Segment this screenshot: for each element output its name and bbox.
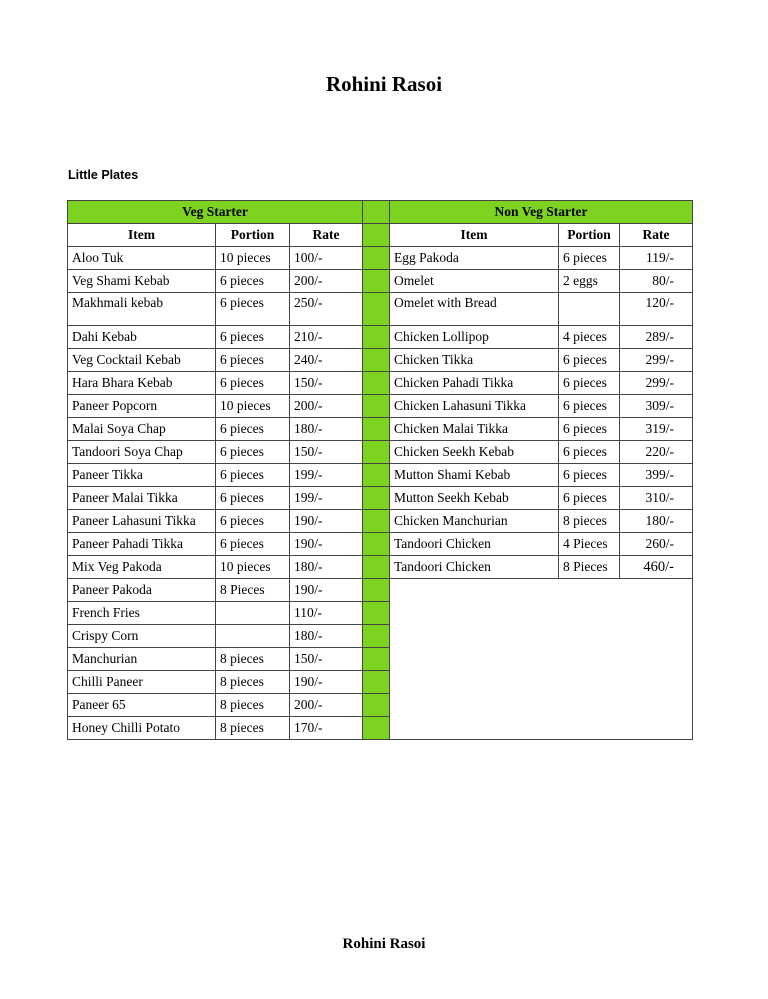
table-row <box>68 579 693 602</box>
nonveg-col-item: Item <box>390 224 559 247</box>
page-title: Rohini Rasoi <box>325 72 443 96</box>
divider-cell <box>363 625 390 648</box>
table-row <box>68 510 693 533</box>
veg-item-portion: 6 pieces <box>216 418 290 441</box>
nonveg-item-rate: 309/- <box>620 395 693 418</box>
divider-cell <box>363 464 390 487</box>
veg-item-portion <box>216 625 290 648</box>
divider-cell <box>363 270 390 293</box>
nonveg-item-portion: 6 pieces <box>559 247 620 270</box>
nonveg-item-rate: 399/- <box>620 464 693 487</box>
table-row <box>68 395 693 418</box>
nonveg-item-rate: 80/- <box>620 270 693 293</box>
table-row <box>68 487 693 510</box>
nonveg-item-rate: 220/- <box>620 441 693 464</box>
nonveg-item-portion: 8 pieces <box>559 510 620 533</box>
divider-cell <box>363 441 390 464</box>
divider-cell <box>363 418 390 441</box>
veg-item-name: Veg Cocktail Kebab <box>68 349 216 372</box>
nonveg-item-rate: 310/- <box>620 487 693 510</box>
veg-item-name: Paneer Popcorn <box>68 395 216 418</box>
divider-cell <box>363 694 390 717</box>
nonveg-item-portion: 8 Pieces <box>559 556 620 579</box>
veg-item-rate: 190/- <box>290 533 363 556</box>
nonveg-col-rate: Rate <box>620 224 693 247</box>
nonveg-item-name: Mutton Seekh Kebab <box>390 487 559 510</box>
veg-item-name: Hara Bhara Kebab <box>68 372 216 395</box>
divider-cell <box>363 247 390 270</box>
nonveg-item-name: Chicken Lahasuni Tikka <box>390 395 559 418</box>
veg-item-rate: 200/- <box>290 395 363 418</box>
table-row <box>68 349 693 372</box>
nonveg-item-portion: 6 pieces <box>559 395 620 418</box>
veg-item-rate: 200/- <box>290 270 363 293</box>
veg-item-portion: 6 pieces <box>216 533 290 556</box>
nonveg-item-name: Chicken Tikka <box>390 349 559 372</box>
divider-cell <box>363 717 390 740</box>
veg-item-name: Manchurian <box>68 648 216 671</box>
veg-item-name: Makhmali kebab <box>68 293 216 326</box>
divider-cell <box>363 671 390 694</box>
nonveg-item-rate: 299/- <box>620 372 693 395</box>
veg-item-portion: 8 pieces <box>216 648 290 671</box>
nonveg-item-portion: 4 pieces <box>559 326 620 349</box>
nonveg-item-rate: 180/- <box>620 510 693 533</box>
veg-item-portion: 6 pieces <box>216 372 290 395</box>
veg-item-rate: 190/- <box>290 671 363 694</box>
veg-item-portion: 6 pieces <box>216 464 290 487</box>
table-row <box>68 464 693 487</box>
veg-item-portion: 6 pieces <box>216 349 290 372</box>
table-row <box>68 418 693 441</box>
veg-item-portion: 6 pieces <box>216 293 290 326</box>
veg-col-portion: Portion <box>216 224 290 247</box>
veg-col-item: Item <box>68 224 216 247</box>
nonveg-item-name: Chicken Manchurian <box>390 510 559 533</box>
veg-item-portion: 6 pieces <box>216 270 290 293</box>
nonveg-item-name: Egg Pakoda <box>390 247 559 270</box>
table-row <box>68 293 693 326</box>
divider-cell <box>363 556 390 579</box>
nonveg-item-portion: 6 pieces <box>559 464 620 487</box>
page-footer: Rohini Rasoi <box>342 936 426 952</box>
veg-item-name: Honey Chilli Potato <box>68 717 216 740</box>
empty-area <box>390 579 693 740</box>
divider-cell <box>363 487 390 510</box>
nonveg-item-name: Mutton Shami Kebab <box>390 464 559 487</box>
divider-cell <box>363 372 390 395</box>
table-row <box>68 270 693 293</box>
divider-cell <box>363 201 390 224</box>
divider-cell <box>363 510 390 533</box>
table-row <box>68 372 693 395</box>
veg-item-name: Paneer 65 <box>68 694 216 717</box>
veg-item-name: Aloo Tuk <box>68 247 216 270</box>
nonveg-item-name: Chicken Pahadi Tikka <box>390 372 559 395</box>
veg-item-rate: 210/- <box>290 326 363 349</box>
veg-item-name: Paneer Tikka <box>68 464 216 487</box>
menu-table <box>67 200 693 740</box>
nonveg-item-portion: 6 pieces <box>559 441 620 464</box>
veg-item-portion: 8 pieces <box>216 717 290 740</box>
veg-item-name: Chilli Paneer <box>68 671 216 694</box>
nonveg-item-rate: 119/- <box>620 247 693 270</box>
veg-item-portion: 6 pieces <box>216 441 290 464</box>
veg-item-portion: 10 pieces <box>216 556 290 579</box>
nonveg-item-name: Chicken Lollipop <box>390 326 559 349</box>
table-row <box>68 533 693 556</box>
veg-item-portion: 6 pieces <box>216 487 290 510</box>
veg-item-portion <box>216 602 290 625</box>
nonveg-item-portion: 6 pieces <box>559 487 620 510</box>
veg-item-portion: 10 pieces <box>216 395 290 418</box>
veg-item-rate: 250/- <box>290 293 363 326</box>
divider-cell <box>363 602 390 625</box>
nonveg-item-portion: 2 eggs <box>559 270 620 293</box>
nonveg-item-portion: 6 pieces <box>559 372 620 395</box>
nonveg-item-portion <box>559 293 620 326</box>
nonveg-item-rate: 319/- <box>620 418 693 441</box>
veg-item-name: Paneer Pakoda <box>68 579 216 602</box>
nonveg-item-rate: 289/- <box>620 326 693 349</box>
nonveg-item-rate: 120/- <box>620 293 693 326</box>
veg-item-name: Crispy Corn <box>68 625 216 648</box>
veg-item-rate: 199/- <box>290 464 363 487</box>
veg-item-rate: 150/- <box>290 441 363 464</box>
veg-item-rate: 240/- <box>290 349 363 372</box>
nonveg-item-name: Chicken Malai Tikka <box>390 418 559 441</box>
veg-item-name: Mix Veg Pakoda <box>68 556 216 579</box>
divider-cell <box>363 395 390 418</box>
table-row <box>68 556 693 579</box>
veg-item-rate: 180/- <box>290 625 363 648</box>
nonveg-item-name: Tandoori Chicken <box>390 533 559 556</box>
veg-item-rate: 180/- <box>290 418 363 441</box>
veg-item-rate: 199/- <box>290 487 363 510</box>
table-row <box>68 326 693 349</box>
nonveg-item-name: Chicken Seekh Kebab <box>390 441 559 464</box>
nonveg-item-name: Tandoori Chicken <box>390 556 559 579</box>
divider-cell <box>363 579 390 602</box>
nonveg-item-portion: 6 pieces <box>559 418 620 441</box>
veg-item-rate: 190/- <box>290 510 363 533</box>
divider-cell <box>363 224 390 247</box>
veg-item-name: Dahi Kebab <box>68 326 216 349</box>
divider-cell <box>363 533 390 556</box>
section-header-row <box>68 201 693 224</box>
nonveg-item-name: Omelet <box>390 270 559 293</box>
veg-item-rate: 170/- <box>290 717 363 740</box>
divider-cell <box>363 326 390 349</box>
veg-item-name: Paneer Malai Tikka <box>68 487 216 510</box>
section-title: Little Plates <box>68 168 139 182</box>
veg-item-rate: 110/- <box>290 602 363 625</box>
veg-item-name: French Fries <box>68 602 216 625</box>
column-header-row <box>68 224 693 247</box>
nonveg-item-rate: 260/- <box>620 533 693 556</box>
veg-item-name: Veg Shami Kebab <box>68 270 216 293</box>
nonveg-starter-heading: Non Veg Starter <box>390 201 693 224</box>
veg-item-portion: 6 pieces <box>216 326 290 349</box>
veg-item-portion: 6 pieces <box>216 510 290 533</box>
nonveg-item-portion: 6 pieces <box>559 349 620 372</box>
nonveg-item-rate: 299/- <box>620 349 693 372</box>
veg-item-name: Paneer Lahasuni Tikka <box>68 510 216 533</box>
veg-item-portion: 10 pieces <box>216 247 290 270</box>
veg-item-rate: 180/- <box>290 556 363 579</box>
veg-item-name: Paneer Pahadi Tikka <box>68 533 216 556</box>
veg-starter-heading: Veg Starter <box>68 201 363 224</box>
veg-item-rate: 100/- <box>290 247 363 270</box>
veg-item-rate: 150/- <box>290 372 363 395</box>
table-row <box>68 441 693 464</box>
divider-cell <box>363 648 390 671</box>
veg-col-rate: Rate <box>290 224 363 247</box>
veg-item-name: Malai Soya Chap <box>68 418 216 441</box>
veg-item-name: Tandoori Soya Chap <box>68 441 216 464</box>
nonveg-item-rate: 460/- <box>620 556 693 579</box>
veg-item-portion: 8 pieces <box>216 671 290 694</box>
veg-item-rate: 190/- <box>290 579 363 602</box>
nonveg-col-portion: Portion <box>559 224 620 247</box>
divider-cell <box>363 293 390 326</box>
divider-cell <box>363 349 390 372</box>
nonveg-item-portion: 4 Pieces <box>559 533 620 556</box>
nonveg-item-name: Omelet with Bread <box>390 293 559 326</box>
veg-item-portion: 8 Pieces <box>216 579 290 602</box>
veg-item-rate: 200/- <box>290 694 363 717</box>
veg-item-rate: 150/- <box>290 648 363 671</box>
table-row <box>68 247 693 270</box>
veg-item-portion: 8 pieces <box>216 694 290 717</box>
